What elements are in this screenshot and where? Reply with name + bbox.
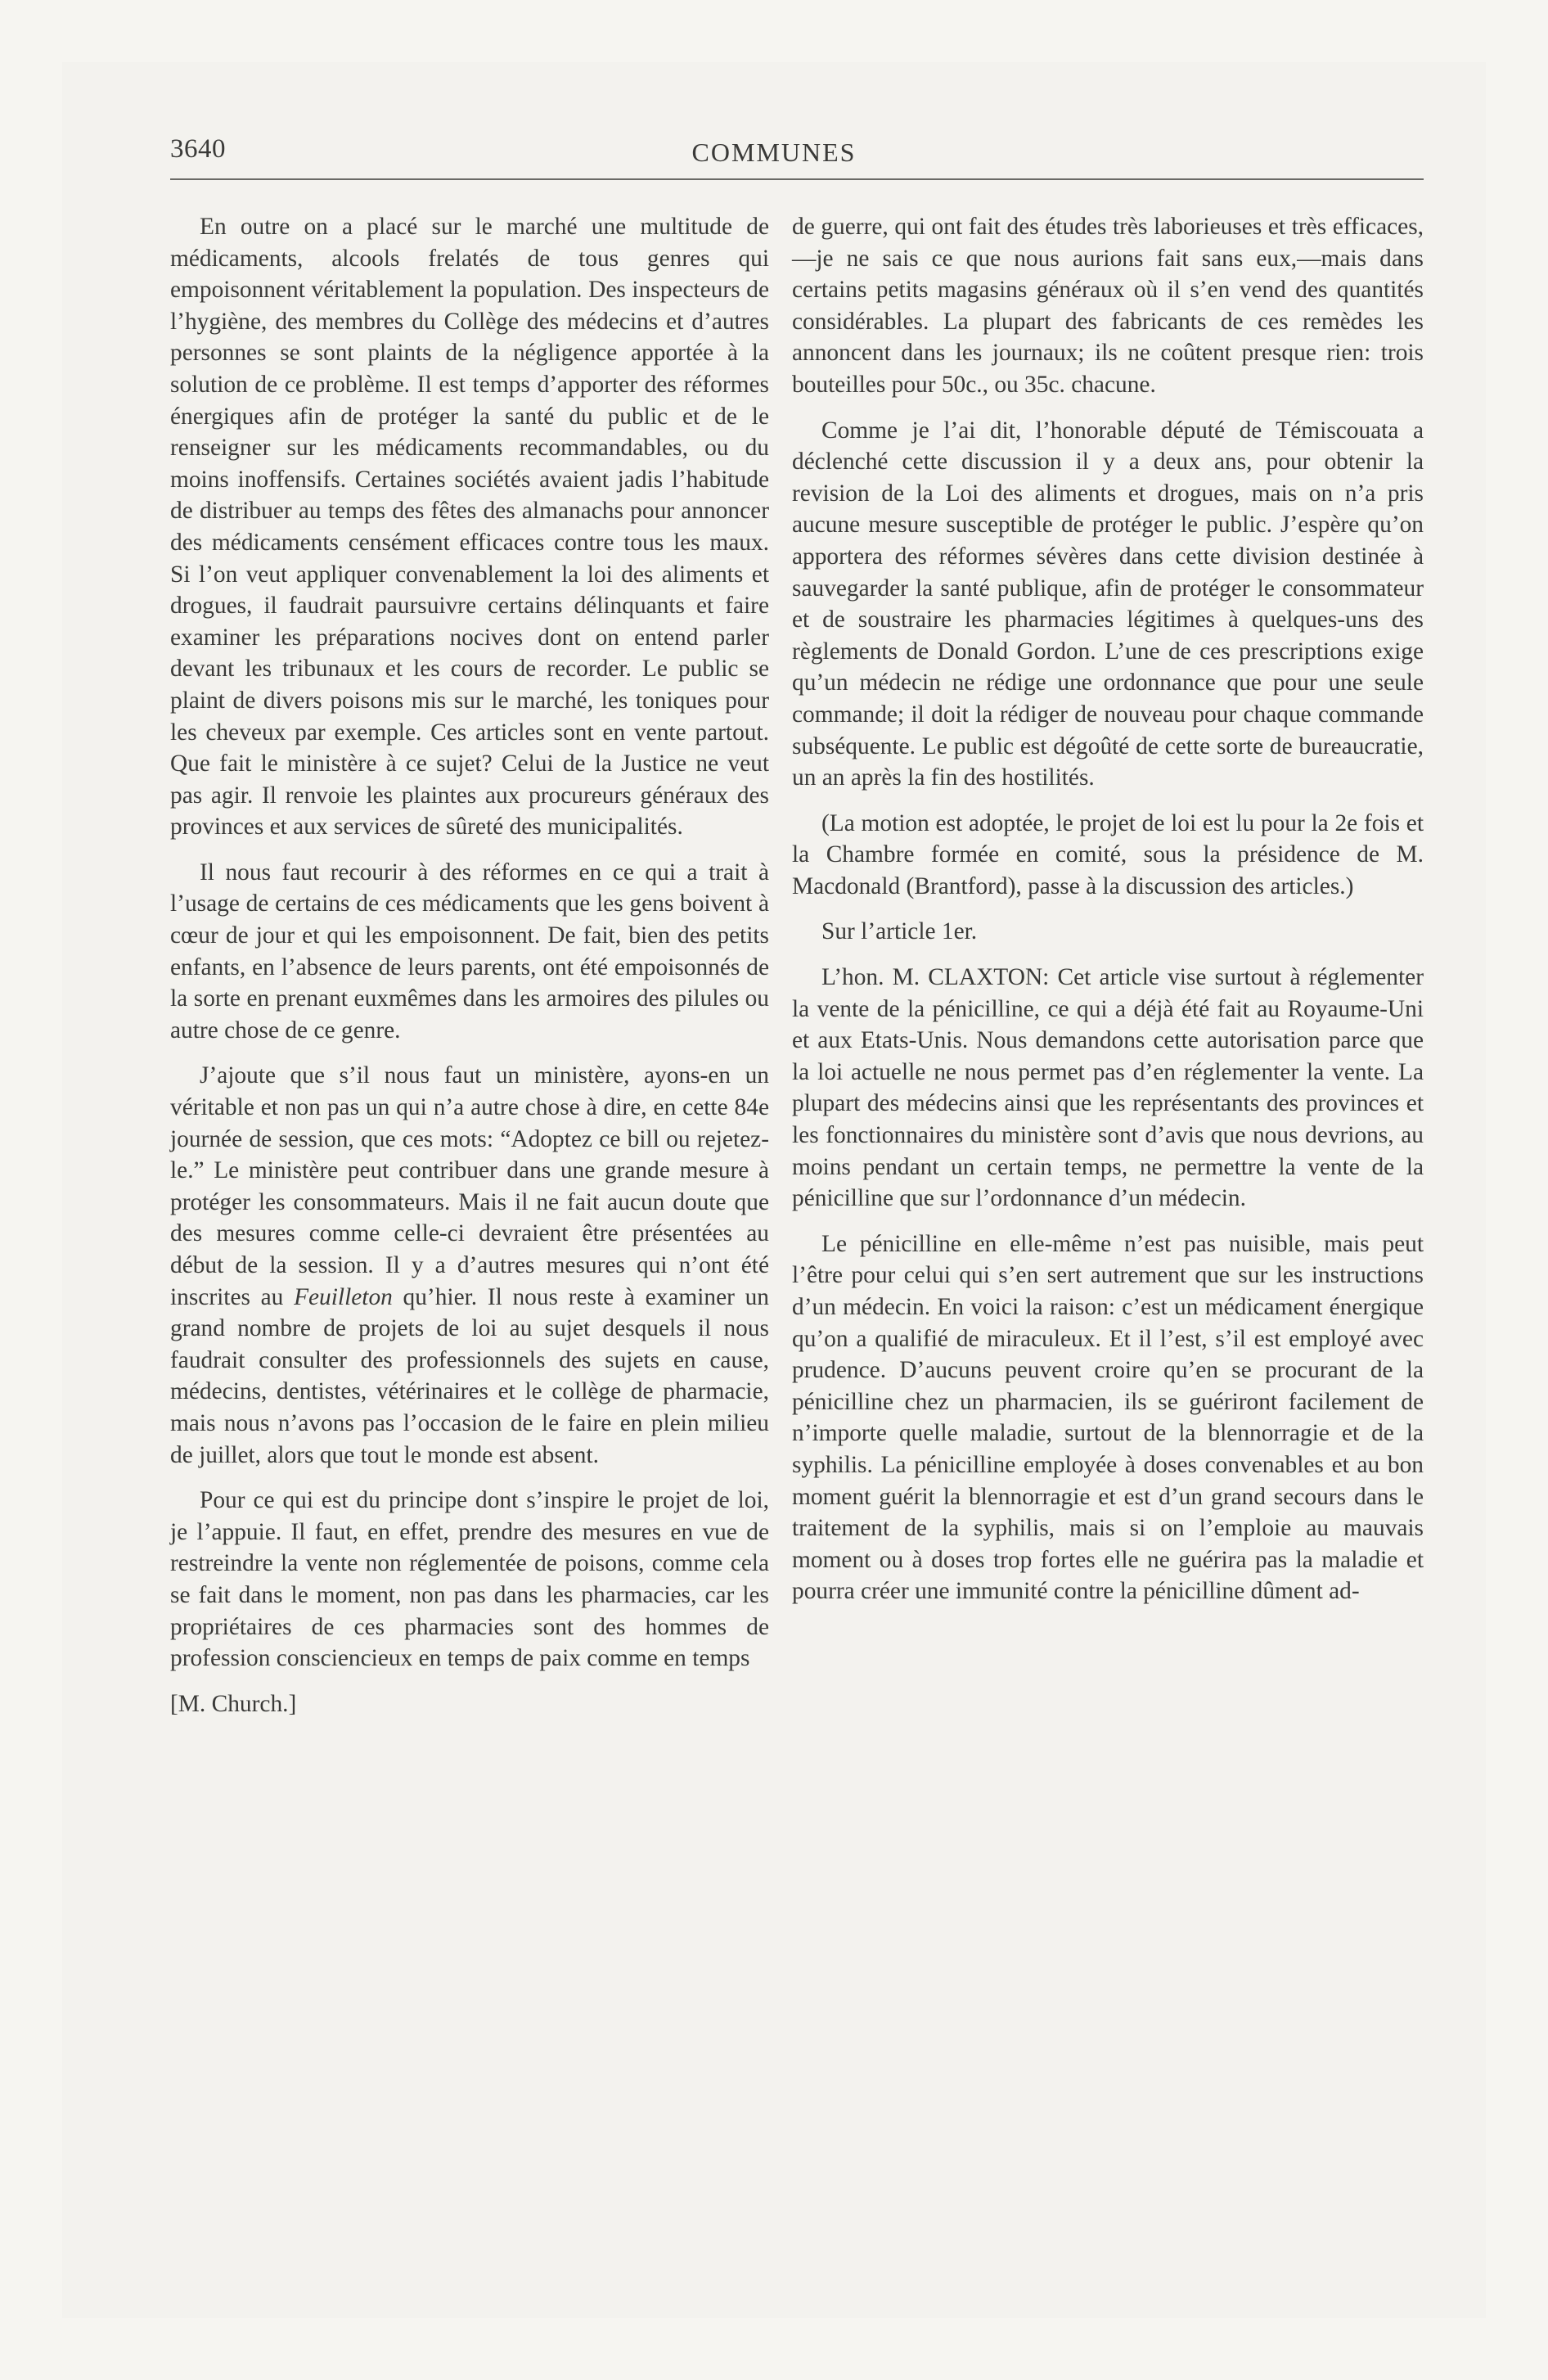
paragraph: En outre on a placé sur le marché une multitude de médicaments, alcools frelatés de tous genres qui empoisonnent véritablement la population. Des inspecteurs de l’hygiène, des membres du Collège des médecins et d’autres personnes se sont plaints de la négligence apportée à la solution de ce problème. Il est temps d’apporter des réformes énergiques afin de protéger la santé du public et de le renseigner sur les médicaments recommandables, ou du moins inoffensifs. Certaines sociétés avaient jadis l’habitude de distribuer au temps des fêtes des almanachs pour annoncer des médicaments censément efficaces contre tous les maux. Si l’on veut appliquer convenablement la loi des aliments et drogues, il faudrait paursuivre certains délinquants et faire examiner les préparations nocives dont on entend parler devant les tribunaux et les cours de recorder. Le public se plaint de divers poisons mis sur le marché, les toniques pour les cheveux par exemple. Ces articles sont en vente partout. Que fait le ministère à ce sujet? Celui de la Justice ne veut pas agir. Il renvoie les plaintes aux procureurs généraux des provinces et aux services de sûreté des municipalités.	[170, 214, 769, 841]
paragraph-text: J’ajoute que s’il nous faut un ministère, ayons-en un véritable et non pas un qui n’a autre chose à dire, en cette 84e journée de session, que ces mots: “Adoptez ce bill ou rejetez-le.” Le ministère peut contribuer dans une grande mesure à protéger les consommateurs. Mais il ne fait aucun doute que des mesures comme celle-ci devraient être présentées au début de la session. Il y a d’autres mesures qui n’ont été inscrites au	[170, 1062, 769, 1310]
paragraph-text: qu’hier. Il nous reste à examiner un grand nombre de projets de loi au sujet desquels il nous faudrait consulter des professionnels des sujets en cause, médecins, dentistes, vétérinaires et le collège de pharmacie, mais nous n’avons pas l’occasion de le faire en plein milieu de juillet, alors que tout le monde est absent.	[170, 1283, 769, 1468]
italic-title: Feuilleton	[294, 1283, 393, 1310]
speaker-tag: [M. Church.]	[170, 1690, 297, 1717]
right-column	[792, 211, 1424, 1621]
paragraph: Il nous faut recourir à des réformes en ce qui a trait à l’usage de certains de ces médicaments que les gens boivent à cœur de jour et qui les empoisonnent. De fait, bien des petits enfants, en l’absence de leurs parents, ont été empoisonnés de la sorte en prenant euxmêmes dans les armoires des pilules ou autre chose de ce genre.	[170, 859, 769, 1044]
paragraph	[792, 962, 1424, 1215]
paragraph	[170, 1060, 769, 1471]
paragraph-text: Cet article vise surtout à réglementer la vente de la pénicilline, ce qui a déjà été fait au Royaume-Uni et aux Etats-Unis. Nous demandons cette autorisation parce que la loi actuelle ne nous permet pas d’en réglementer la vente. La plupart des médecins ainsi que les représentants des provinces et les fonctionnaires du ministère sont d’avis que nous devrions, au moins pendant un certain temps, ne permettre la vente de la pénicilline que sur l’ordonnance d’un médecin.	[792, 964, 1424, 1212]
left-column	[170, 211, 769, 1733]
paragraph: de guerre, qui ont fait des études très laborieuses et très efficaces,—je ne sais ce que nous aurions fait sans eux,—mais dans certains petits magasins généraux où il s’en vend des quantités considérables. La plupart des fabricants de ces remèdes les annoncent dans les journaux; ils ne coûtent presque rien: trois bouteilles pour 50c., ou 35c. chacune.	[792, 214, 1424, 398]
paragraph: Le pénicilline en elle-même n’est pas nuisible, mais peut l’être pour celui qui s’en sert autrement que sur les instructions d’un médecin. En voici la raison: c’est un médicament énergique qu’on a qualifié de miraculeux. Et il l’est, s’il est employé avec prudence. D’aucuns peuvent croire qu’en se procurant de la pénicilline chez un pharmacien, ils se guériront facilement de n’importe quelle maladie, surtout de la blennorragie et de la syphilis. La pénicilline employée à doses convenables et au bon moment guérit la blennorragie et est d’un grand secours dans le traitement de la syphilis, mais si on l’emploie au mauvais moment ou à doses trop fortes elle ne guérira pas la maladie et pourra créer une immunité contre la pénicilline dûment ad-	[792, 1230, 1424, 1605]
paragraph: Sur l’article 1er.	[821, 918, 978, 945]
paragraph: (La motion est adoptée, le projet de loi est lu pour la 2e fois et la Chambre formée en comité, sous la présidence de M. Macdonald (Brantford), passe à la discussion des articles.)	[792, 809, 1424, 899]
running-head: COMMUNES	[691, 137, 857, 167]
speaker-name: L’hon. M. CLAXTON:	[821, 964, 1050, 991]
paragraph: Comme je l’ai dit, l’honorable député de Témiscouata a déclenché cette discussion il y a deux ans, pour obtenir la revision de la Loi des aliments et drogues, mais on n’a pris aucune mesure susceptible de protéger le public. J’espère qu’on apportera des réformes sévères dans cette division destinée à sauvegarder la santé publique, afin de protéger le consommateur et de soustraire les pharmacies légitimes à quelques-uns des règlements de Donald Gordon. L’une de ces prescriptions exige qu’un médecin ne rédige une ordonnance que pour une seule commande; il doit la rédiger de nouveau pour chaque commande subséquente. Le public est dégoûté de cette sorte de bureaucratie, un an après la fin des hostilités.	[792, 417, 1424, 791]
page-number: 3640	[170, 134, 226, 164]
header-rule	[170, 178, 1424, 180]
paragraph: Pour ce qui est du principe dont s’inspire le projet de loi, je l’appuie. Il faut, en effet, prendre des mesures en vue de restreindre la vente non réglementée de poisons, comme cela se fait dans le moment, non pas dans les pharmacies, car les propriétaires de ces pharmacies sont des hommes de profession consciencieux en temps de paix comme en temps	[170, 1487, 769, 1672]
